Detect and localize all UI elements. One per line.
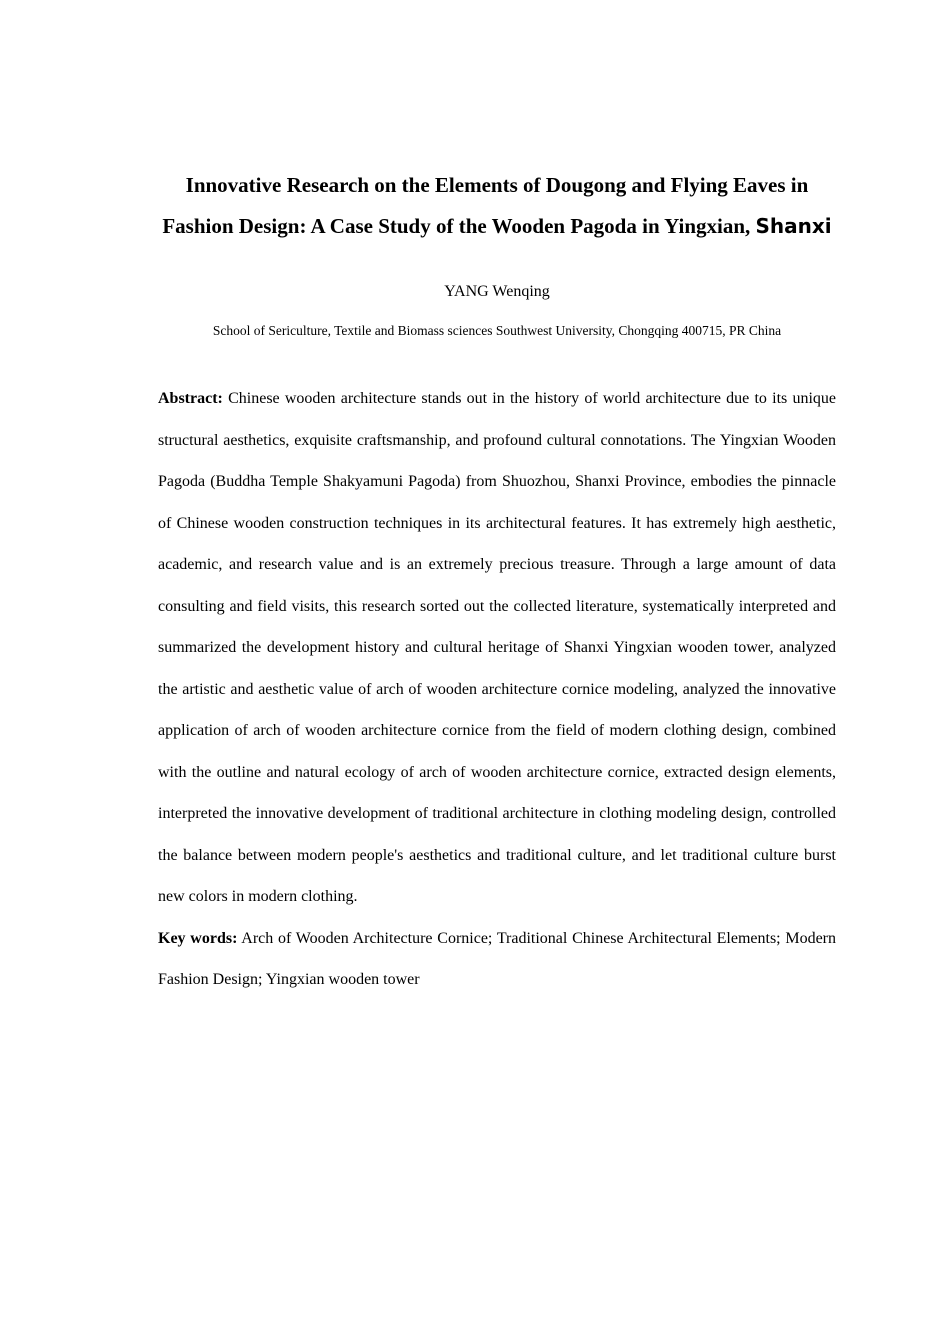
- paper-title-main: Innovative Research on the Elements of Dougong and Flying Eaves in Fashion Design: A Case Study of the Wooden Pagoda in Yingxian,: [162, 173, 809, 238]
- abstract-paragraph: [158, 378, 836, 918]
- keywords-paragraph: [158, 918, 836, 1001]
- abstract-label: Abstract:: [158, 390, 223, 407]
- keywords-text: Arch of Wooden Architecture Cornice; Traditional Chinese Architectural Elements; Modern Fashion Design; Yingxian wooden tower: [158, 929, 837, 988]
- author-name: YANG Wenqing: [444, 283, 550, 300]
- author-affiliation: School of Sericulture, Textile and Biomass sciences Southwest University, Chongqing 400715, PR China: [212, 323, 782, 338]
- paper-page: [158, 165, 836, 1001]
- abstract-text: Chinese wooden architecture stands out in the history of world architecture due to its unique structural aesthetics, exquisite craftsmanship, and profound cultural connotations. The Yingxian Wooden Pagoda (Buddha Temple Shakyamuni Pagoda) from Shuozhou, Shanxi Province, embodies the pinnacle of Chinese wooden construction techniques in its architectural features. It has extremely high aesthetic, academic, and research value and is an extremely precious treasure. Through a large amount of data consulting and field visits, this research sorted out the collected literature, systematically interpreted and summarized the development history and cultural heritage of Shanxi Yingxian wooden tower, analyzed the artistic and aesthetic value of arch of wooden architecture cornice modeling, analyzed the innovative application of arch of wooden architecture cornice from the field of modern clothing design, combined with the outline and natural ecology of arch of wooden architecture cornice, extracted design elements, interpreted the innovative development of traditional architecture in clothing modeling design, controlled the balance between modern people's aesthetics and traditional culture, and let traditional culture burst new colors in modern clothing.: [158, 390, 837, 905]
- paper-title-tail: Shanxi: [755, 214, 832, 238]
- keywords-label: Key words:: [158, 929, 238, 947]
- paper-title: [158, 165, 836, 247]
